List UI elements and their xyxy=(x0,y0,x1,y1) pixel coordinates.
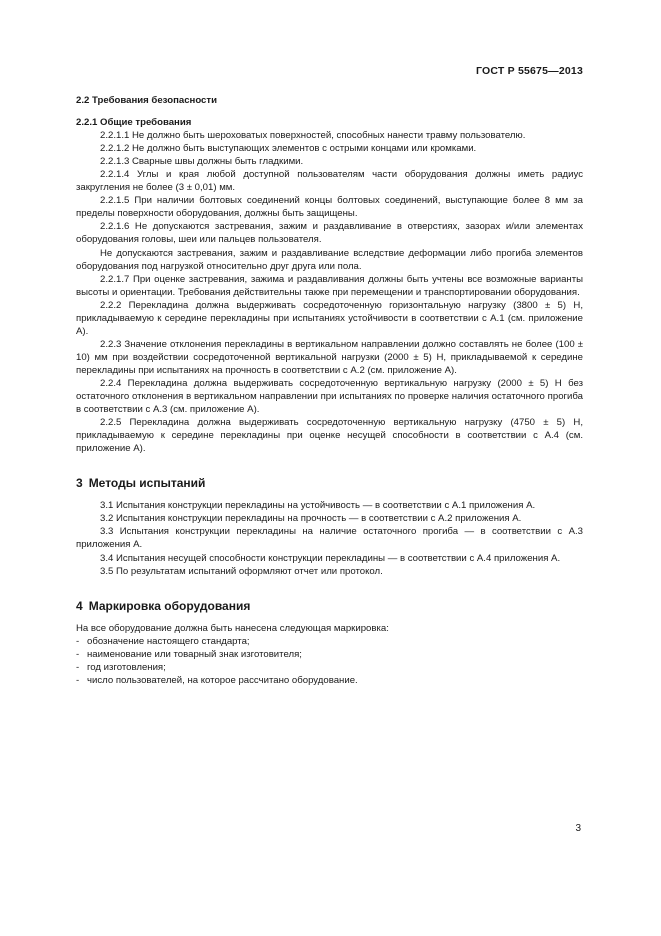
clause-2-2-1-5: 2.2.1.5 При наличии болтовых соединений концы болтовых соединений, выступающие более 8 мм за пределы поверхности оборудования, должны быть защищены. xyxy=(76,195,583,220)
subsection-title-2-2: 2.2 Требования безопасности xyxy=(76,95,217,106)
marking-intro: На все оборудование должна быть нанесена следующая маркировка: xyxy=(76,622,389,634)
clause-3-2: 3.2 Испытания конструкции перекладины на прочность — в соответствии с А.2 приложения А. xyxy=(100,513,522,525)
section-title-text-3: Методы испытаний xyxy=(88,476,206,491)
subsection-title-2-2-1: 2.2.1 Общие требования xyxy=(76,117,192,129)
clause-2-2-3: 2.2.3 Значение отклонения перекладины в вертикальном направлении должно составлять не более (100 ± 10) мм при воздействии сосредоточенной вертикальной нагрузки (2000 ± 5) Н, прикладываемой к середине перекладины при испытаниях на прочность в соответствии с А.2 (см. приложение А). xyxy=(76,338,583,376)
clause-2-2-4: 2.2.4 Перекладина должна выдерживать сосредоточенную вертикальную нагрузку (2000 ± 5) Н без остаточного отклонения в вертикальном направлении при испытаниях по проверке наличия остаточного прогиба в соответствии с А.3 (см. приложение А). xyxy=(76,377,583,416)
clause-3-3: 3.3 Испытания конструкции перекладины на наличие остаточного прогиба — в соответствии с А.3 приложения А. xyxy=(76,526,583,551)
list-item: - число пользователей, на которое рассчитано оборудование. xyxy=(76,674,358,686)
section-number-3: 3 xyxy=(76,476,83,491)
clause-3-5: 3.5 По результатам испытаний оформляют отчет или протокол. xyxy=(100,565,383,577)
document-id-header: ГОСТ Р 55675—2013 xyxy=(475,65,583,77)
marking-list xyxy=(76,635,583,687)
page-number: 3 xyxy=(575,823,581,834)
clause-2-2-1-2: 2.2.1.2 Не должно быть выступающих элементов с острыми концами или кромками. xyxy=(100,143,477,155)
clause-2-2-5: 2.2.5 Перекладина должна выдерживать сосредоточенную вертикальную нагрузку (4750 ± 5) Н, прикладываемую к середине перекладины при оценке несущей способности в соответствии с А.4 (см. приложение А). xyxy=(76,417,583,455)
clause-2-2-1-3: 2.2.1.3 Сварные швы должны быть гладкими. xyxy=(100,156,304,168)
section-title-4 xyxy=(76,600,583,613)
list-item: - наименование или товарный знак изготовителя; xyxy=(76,648,302,660)
clause-2-2-1-4: 2.2.1.4 Углы и края любой доступной пользователям части оборудования должны иметь радиус закругления не более (3 ± 0,01) мм. xyxy=(76,169,583,194)
list-item: - год изготовления; xyxy=(76,661,166,673)
clause-3-4: 3.4 Испытания несущей способности конструкции перекладины — в соответствии с А.4 приложения А. xyxy=(100,552,561,564)
clause-2-2-1-1: 2.2.1.1 Не должно быть шероховатых поверхностей, способных нанести травму пользователю. xyxy=(100,130,526,142)
page-content xyxy=(76,94,583,687)
section-title-3 xyxy=(76,477,583,490)
clause-3-1: 3.1 Испытания конструкции перекладины на устойчивость — в соответствии с А.1 приложения А. xyxy=(100,500,536,512)
list-item: - обозначение настоящего стандарта; xyxy=(76,635,250,647)
clause-2-2-1-6-continued: Не допускаются застревания, зажим и раздавливание вследствие деформации либо прогиба элементов оборудования под нагрузкой относительно друг друга или пола. xyxy=(76,247,583,272)
section-title-text-4: Маркировка оборудования xyxy=(88,598,251,613)
clause-2-2-1-6: 2.2.1.6 Не допускаются застревания, зажим и раздавливание в отверстиях, зазорах и/или элементах оборудования головы, шеи или пальцев пользователя. xyxy=(76,221,583,246)
clause-2-2-1-7: 2.2.1.7 При оценке застревания, зажима и раздавливания должны быть учтены все возможные варианты высоты и ориентации. Требования действительны также при перемещении и транспортировании оборудования. xyxy=(76,273,583,298)
clause-2-2-2: 2.2.2 Перекладина должна выдерживать сосредоточенную горизонтальную нагрузку (3800 ± 5) Н, прикладываемую к середине перекладины при испытаниях устойчивости в соответствии с А.1 (см. приложение А). xyxy=(76,299,583,337)
section-number-4: 4 xyxy=(76,598,83,613)
